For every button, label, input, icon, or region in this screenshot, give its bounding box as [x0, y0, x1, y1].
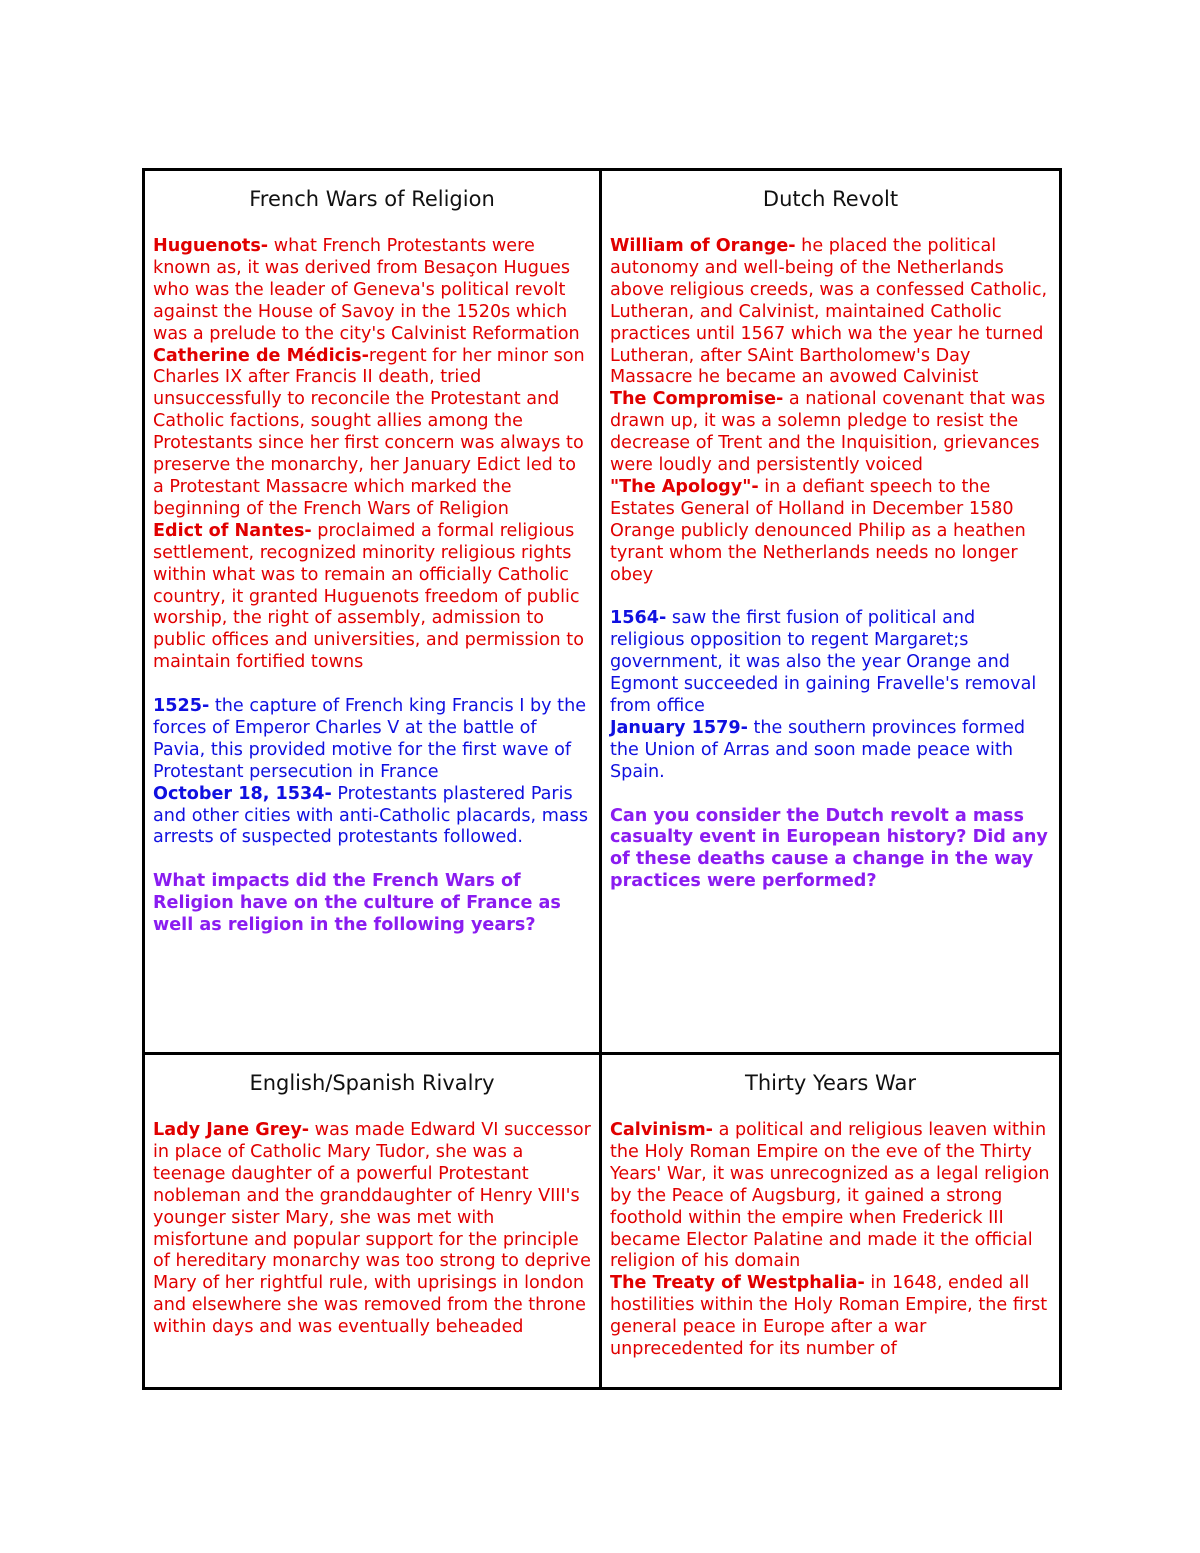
cell-body [153, 236, 591, 937]
question: What impacts did the French Wars of Religion have on the culture of France as well as religion in the following years? [153, 871, 561, 936]
question: Can you consider the Dutch revolt a mass casualty event in European history? Did any of these deaths cause a change in the way practices were performed? [610, 805, 1048, 892]
cell-thirty-years-war [602, 1055, 1059, 1387]
cell-body [610, 236, 1051, 893]
date-1579 [610, 718, 1051, 784]
entry-edict-nantes [153, 521, 591, 674]
cell-title: Dutch Revolt [762, 187, 899, 211]
date-term: 1525- [153, 696, 210, 717]
entry-term: The Treaty of Westphalia- [610, 1273, 865, 1294]
cell-title: English/Spanish Rivalry [249, 1071, 495, 1095]
entry-term: Huguenots- [153, 236, 269, 256]
entry-text: was made Edward VI successor in place of Catholic Mary Tudor, she was a teenage daughter of a powerful Protestant nobleman and the granddaughter of Henry VIII's younger sister Mary, she was met with misfortune and popular support for the principle of hereditary monarchy was too strong to deprive Mary of her rightful rule, with uprisings in london and elsewhere she was removed from the throne within days and was eventually beheaded [153, 1120, 591, 1338]
entry-term: The Compromise- [610, 389, 784, 410]
date-term: January 1579- [610, 717, 748, 738]
entry-term: Lady Jane Grey- [153, 1120, 310, 1140]
date-1564 [610, 608, 1051, 718]
cell-english-spanish-rivalry [145, 1055, 602, 1387]
entry-term: Edict of Nantes- [153, 520, 312, 541]
cell-title: Thirty Years War [745, 1071, 916, 1095]
cell-body [153, 1120, 591, 1339]
entry-lady-jane-grey [153, 1120, 591, 1339]
cell-french-wars [145, 171, 602, 1055]
entry-compromise [610, 389, 1051, 477]
date-1534 [153, 784, 591, 850]
entry-text: a national covenant that was drawn up, it was a solemn pledge to resist the decrease of Trent and the Inquisition, grievances were loudly and persistently voiced [610, 389, 1046, 476]
entry-text: proclaimed a formal religious settlement, recognized minority religious rights within what was to remain an officially Catholic country, it granted Huguenots freedom of public worship, the right of assembly, admission to public offices and universities, and permission to maintain fortified towns [153, 520, 584, 673]
date-text: saw the first fusion of political and religious opposition to regent Margaret;s government, it was also the year Orange and Egmont succeeded in gaining Fravelle's removal from office [610, 608, 1037, 717]
entry-text: he placed the political autonomy and well-being of the Netherlands above religious creeds, was a confessed Catholic, Lutheran, and Calvinist, maintained Catholic practices until 1567 which wa the year he turned Lutheran, after SAint Bartholomew's Day Massacre he became an avowed Calvinist [610, 236, 1048, 388]
cell-dutch-revolt [602, 171, 1059, 1055]
date-text: Protestants plastered Paris and other cities with anti-Catholic placards, mass arrests of suspected protestants followed. [153, 783, 588, 848]
cell-body [610, 1120, 1051, 1361]
date-text: the southern provinces formed the Union of Arras and soon made peace with Spain. [610, 717, 1026, 782]
date-term: October 18, 1534- [153, 783, 332, 804]
date-text: the capture of French king Francis I by the forces of Emperor Charles V at the battle of Pavia, this provided motive for the first wave of Protestant persecution in France [153, 696, 587, 782]
entry-text: in a defiant speech to the Estates General of Holland in December 1580 Orange publicly denounced Philip as a heathen tyrant whom the Netherlands needs no longer obey [610, 476, 1026, 585]
date-term: 1564- [610, 608, 667, 629]
entry-text: in 1648, ended all hostilities within the Holy Roman Empire, the first general peace in Europe after a war unprecedented for its number of [610, 1273, 1048, 1360]
entry-william-orange [610, 236, 1051, 389]
entry-term: Calvinism- [610, 1120, 713, 1140]
entry-term: Catherine de Médicis- [153, 345, 369, 366]
entry-term: "The Apology"- [610, 476, 759, 497]
entry-calvinism [610, 1120, 1051, 1273]
notes-table [142, 168, 1062, 1390]
cell-title: French Wars of Religion [249, 187, 495, 211]
entry-text: regent for her minor son Charles IX after Francis II death, tried unsuccessfully to reconcile the Protestant and Catholic factions, sought allies among the Protestants since her first concern was always to preserve the monarchy, her January Edict led to a Protestant Massacre which marked the beginning of the French Wars of Religion [153, 345, 585, 519]
entry-huguenots [153, 236, 591, 346]
entry-apology [610, 477, 1051, 587]
entry-westphalia [610, 1273, 1051, 1361]
entry-catherine [153, 346, 591, 521]
date-1525 [153, 696, 591, 784]
entry-text: a political and religious leaven within the Holy Roman Empire on the eve of the Thirty Years' War, it was unrecognized as a legal religion by the Peace of Augsburg, it gained a strong foothold within the empire when Frederick III became Elector Palatine and made it the official religion of his domain [610, 1120, 1050, 1272]
entry-term: William of Orange- [610, 236, 796, 256]
entry-text: what French Protestants were known as, it was derived from Besaçon Hugues who was the leader of Geneva's political revolt against the House of Savoy in the 1520s which was a prelude to the city's Calvinist Reformation [153, 236, 580, 344]
